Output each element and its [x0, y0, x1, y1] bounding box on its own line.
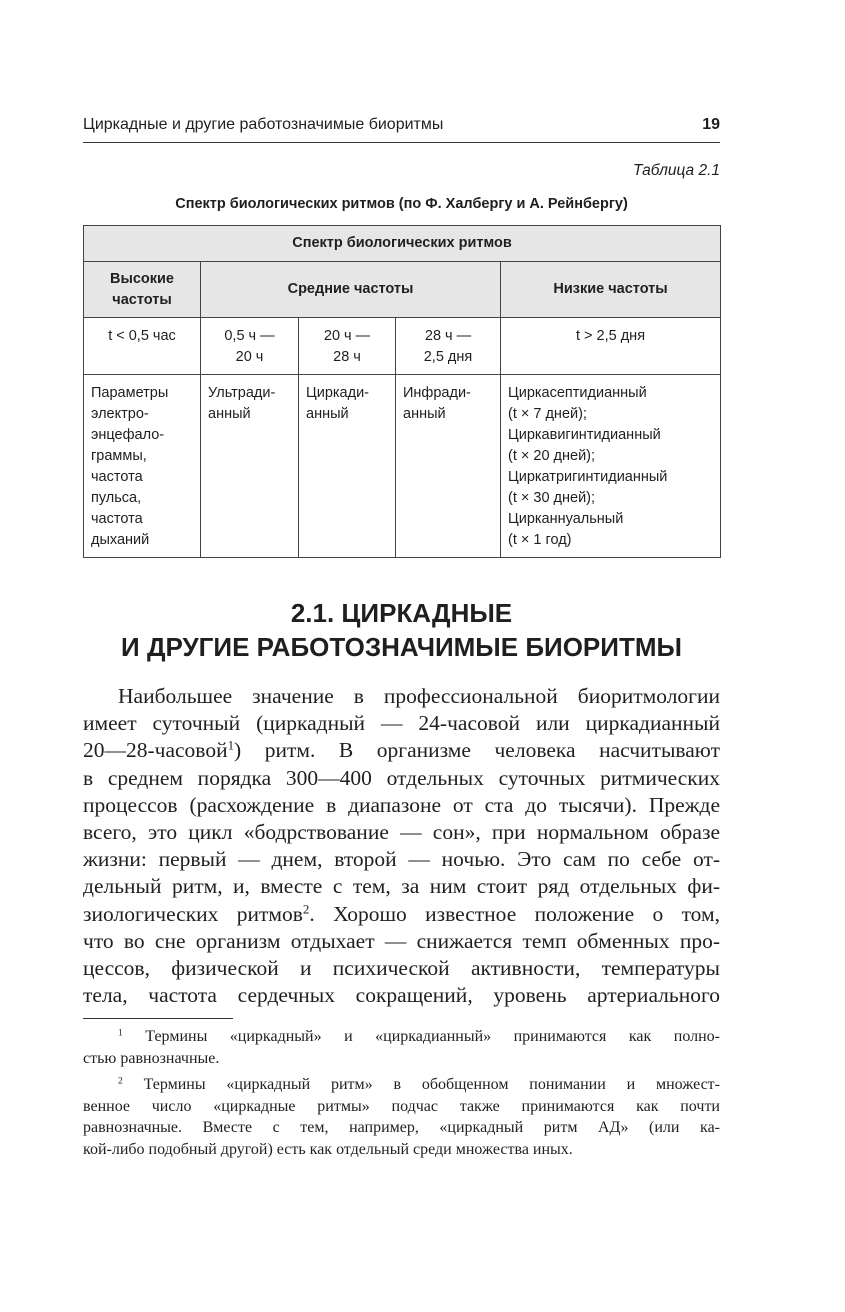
text-line: [83, 901, 720, 928]
text-fragment: Термины «циркадный» и «циркадианный» принимаются как полно-: [122, 1028, 720, 1045]
page-number: 19: [702, 116, 720, 133]
example-cell: Параметры электро- энцефало- граммы, частота пульса, частота дыханий: [84, 375, 201, 558]
header-high-frequencies: Высокие частоты: [84, 262, 201, 318]
text-line: тела, частота сердечных сокращений, уровень артериального: [83, 983, 720, 1008]
section-title-line: 2.1. ЦИРКАДНЫЕ: [290, 598, 513, 628]
footnote-divider: [83, 1018, 233, 1019]
table-main-header: Спектр биологических ритмов: [84, 226, 721, 262]
body-paragraph: [83, 683, 720, 1009]
text-fragment: 20—28-часовой: [83, 738, 228, 763]
footnote-line: кой-либо подобный другой) есть как отдельный среди множества иных.: [83, 1140, 573, 1158]
text-line: имеет суточный (циркадный — 24-часовой или циркадианный: [83, 711, 720, 736]
text-line: процессов (расхождение в диапазоне от ста до тысячи). Прежде: [83, 792, 720, 817]
table-row: [84, 262, 721, 318]
header-low-frequencies: Низкие частоты: [501, 262, 721, 318]
text-fragment: ) ритм. В организме человека насчитывают: [234, 738, 720, 763]
footnotes: [83, 1026, 720, 1160]
example-cell: Циркади- анный: [299, 375, 396, 558]
range-cell: 0,5 ч — 20 ч: [201, 318, 299, 375]
text-line: цессов, физической и психической активности, температуры: [83, 955, 720, 980]
footnote-mark: 2: [118, 1075, 123, 1087]
section-title-line: И ДРУГИЕ РАБОТОЗНАЧИМЫЕ БИОРИТМЫ: [121, 632, 682, 662]
text-line: дельный ритм, и, вместе с тем, за ним стоит ряд отдельных фи-: [83, 874, 720, 899]
footnote-ref: 2: [302, 901, 310, 916]
footnote-mark: 1: [118, 1027, 123, 1039]
rhythm-spectrum-table: [83, 225, 721, 558]
section-title: [83, 596, 720, 664]
footnote-line: [83, 1074, 720, 1096]
footnote-ref: 1: [227, 738, 235, 753]
text-fragment: Термины «циркадный ритм» в обобщенном понимании и множест-: [122, 1076, 720, 1093]
text-line: всего, это цикл «бодрствование — сон», при нормальном образе: [83, 819, 720, 844]
example-cell: Циркасептидианный (t × 7 дней); Циркавигинтидианный (t × 20 дней); Циркатригинтидианный (t × 30 дней); Цирканнуальный (t × 1 год): [501, 375, 721, 558]
footnote-line: [83, 1026, 720, 1048]
running-head: [83, 114, 720, 143]
table-caption: Спектр биологических ритмов (по Ф. Халбергу и А. Рейнбергу): [175, 196, 628, 212]
table-row: [84, 318, 721, 375]
running-head-title: Циркадные и другие работозначимые биоритмы: [83, 116, 444, 133]
text-line: [83, 737, 720, 764]
table-row: [84, 226, 721, 262]
header-mid-frequencies: Средние частоты: [201, 262, 501, 318]
footnote-line: равнозначные. Вместе с тем, например, «циркадный ритм АД» (или ка-: [83, 1119, 720, 1136]
table-row: [84, 375, 721, 558]
range-cell: 20 ч — 28 ч: [299, 318, 396, 375]
text-line: в среднем порядка 300—400 отдельных суточных ритмических: [83, 765, 720, 790]
text-line: что во сне организм отдыхает — снижается темп обменных про-: [83, 928, 720, 953]
range-cell: 28 ч — 2,5 дня: [396, 318, 501, 375]
range-cell: t > 2,5 дня: [501, 318, 721, 375]
text-line: жизни: первый — днем, второй — ночью. Это сам по себе от-: [83, 847, 720, 872]
footnote-line: стью равнозначные.: [83, 1049, 220, 1067]
range-cell: t < 0,5 час: [84, 318, 201, 375]
text-line: Наибольшее значение в профессиональной биоритмологии: [118, 684, 720, 708]
text-fragment: . Хорошо известное положение о том,: [309, 901, 720, 926]
table-label: Таблица 2.1: [633, 162, 720, 179]
footnote-line: венное число «циркадные ритмы» подчас также принимаются как почти: [83, 1097, 720, 1115]
example-cell: Ультради- анный: [201, 375, 299, 558]
example-cell: Инфради- анный: [396, 375, 501, 558]
text-fragment: зиологических ритмов: [83, 901, 303, 926]
